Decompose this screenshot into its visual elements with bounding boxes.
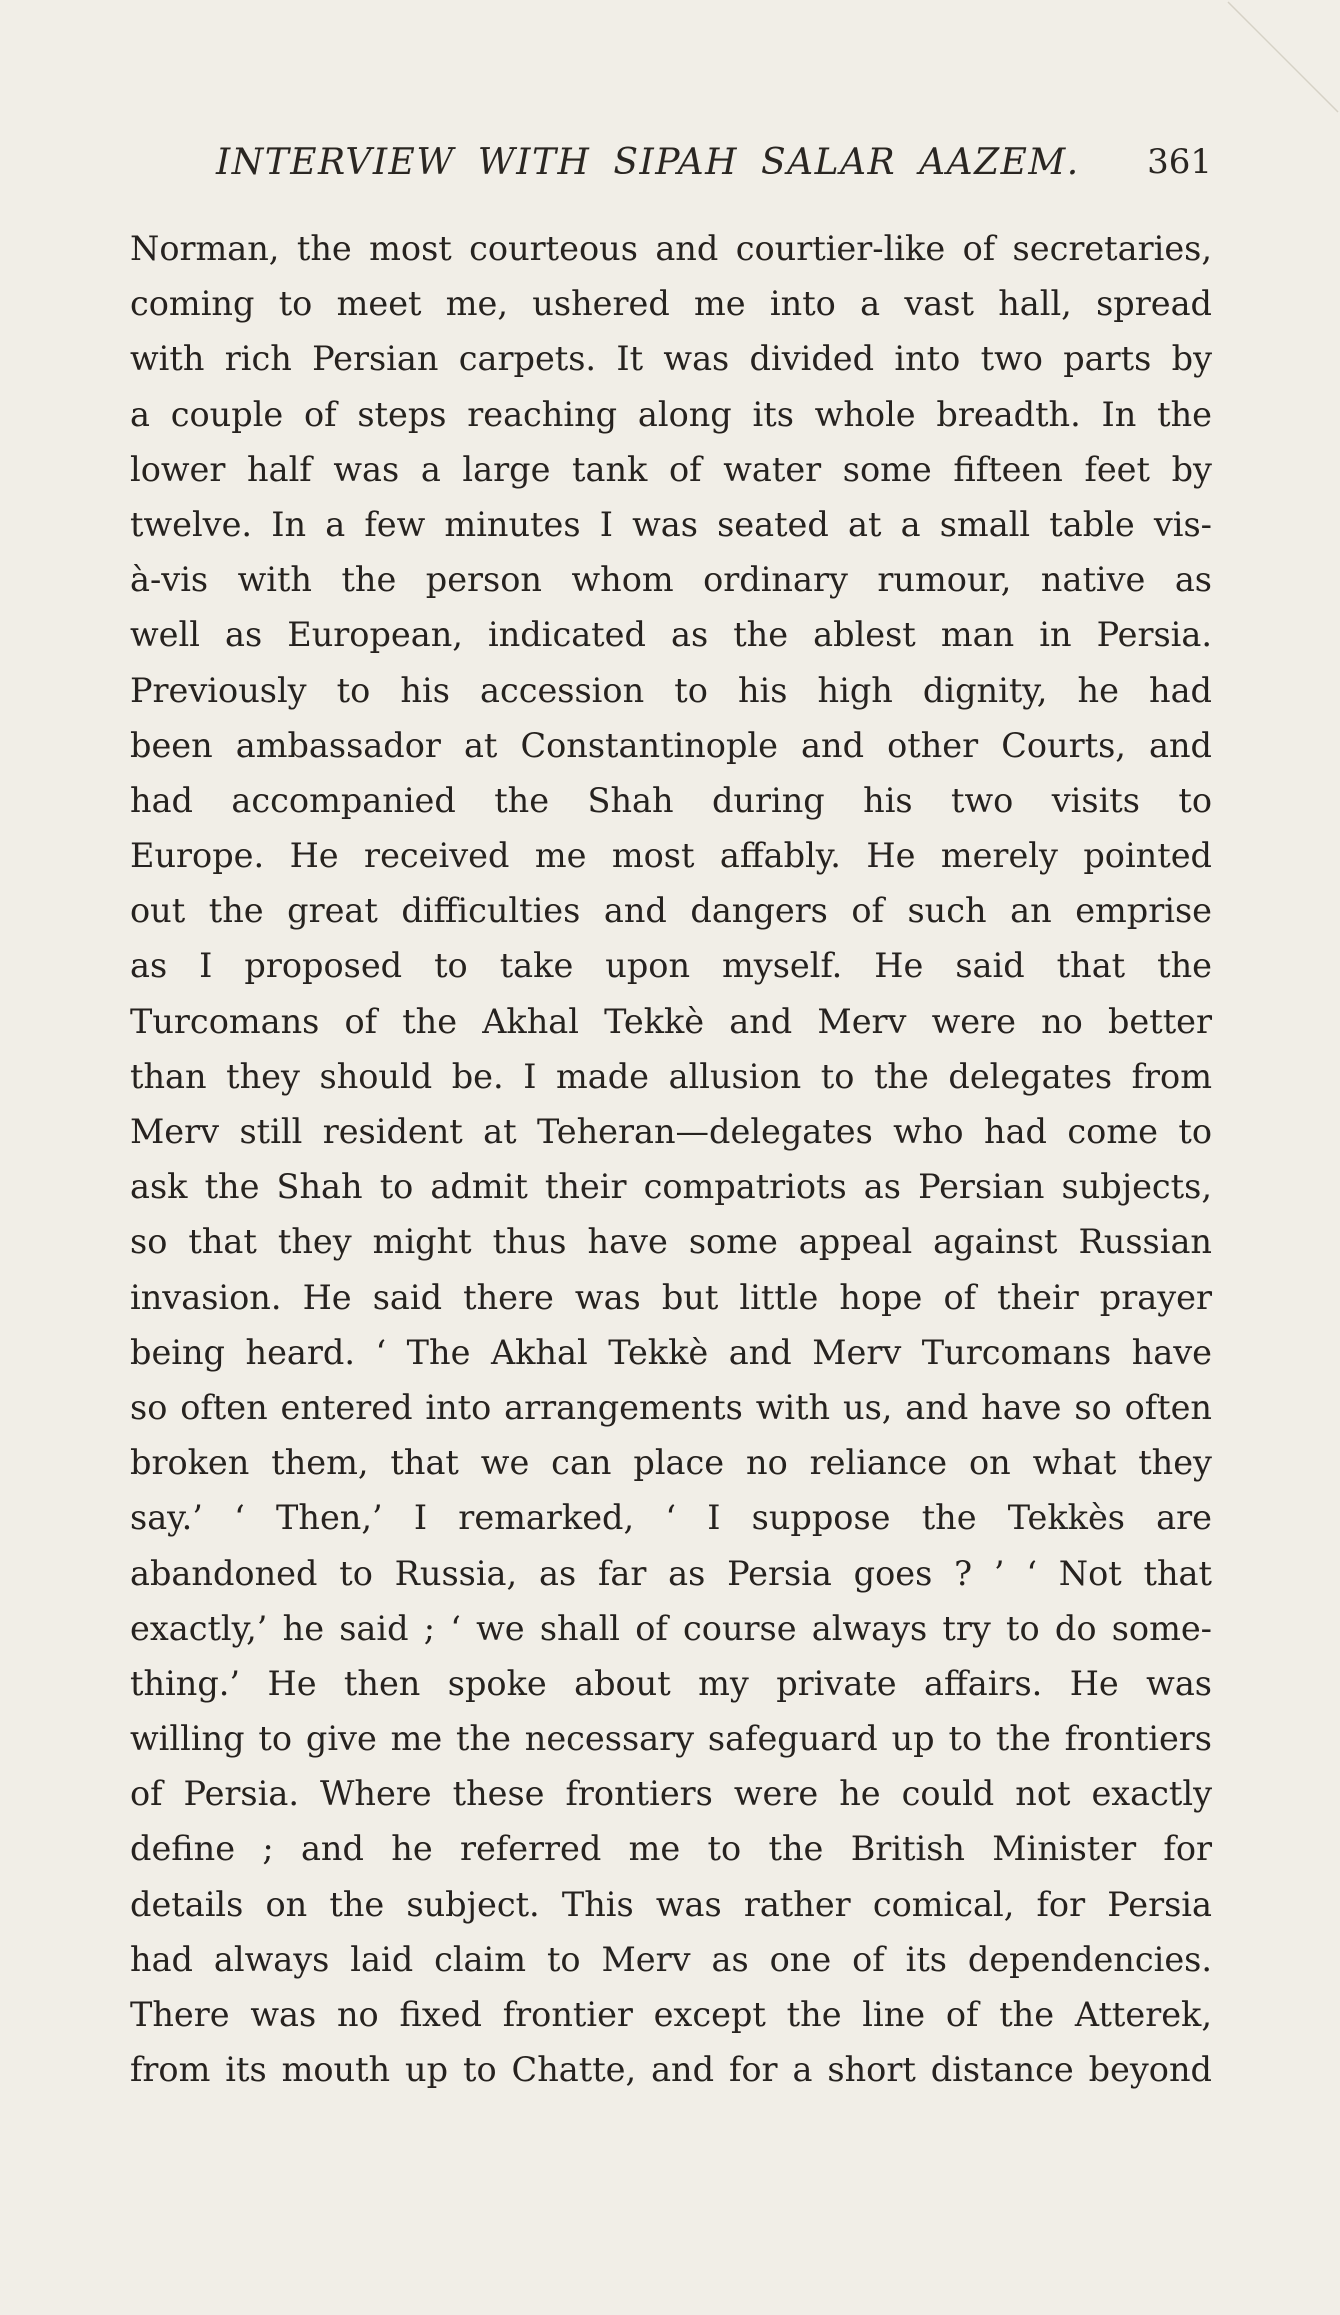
text-line: abandoned to Russia, as far as Persia goes ? ’ ‘ Not that	[130, 1553, 1212, 1593]
text-line: broken them, that we can place no reliance on what they	[130, 1443, 1212, 1483]
text-line: Norman, the most courteous and courtier-like of secretaries,	[130, 229, 1212, 268]
text-line: say.’ ‘ Then,’ I remarked, ‘ I suppose the Tekkès are	[130, 1498, 1212, 1538]
text-line: Europe. He received me most affably. He merely pointed	[130, 836, 1212, 876]
page-corner-crease	[1220, 0, 1340, 120]
body-text	[130, 221, 1212, 2097]
text-line: details on the subject. This was rather comical, for Persia	[130, 1884, 1212, 1924]
text-line: had always laid claim to Merv as one of its dependencies.	[130, 1939, 1212, 1979]
text-line: from its mouth up to Chatte, and for a short distance beyond	[130, 2050, 1212, 2090]
text-line: There was no fixed frontier except the line of the Atterek,	[130, 1995, 1212, 2034]
text-line: as I proposed to take upon myself. He said that the	[130, 946, 1212, 986]
text-line: of Persia. Where these frontiers were he could not exactly	[130, 1774, 1212, 1814]
text-line: exactly,’ he said ; ‘ we shall of course always try to do some-	[130, 1608, 1212, 1648]
text-line: coming to meet me, ushered me into a vast hall, spread	[130, 284, 1212, 324]
text-line: Merv still resident at Teheran—delegates who had come to	[130, 1112, 1212, 1151]
text-line: out the great difficulties and dangers of such an emprise	[130, 891, 1212, 931]
text-line: à-vis with the person whom ordinary rumour, native as	[130, 560, 1212, 600]
text-line: so that they might thus have some appeal against Russian	[130, 1222, 1212, 1262]
text-line: well as European, indicated as the ablest man in Persia.	[130, 615, 1212, 655]
text-line: had accompanied the Shah during his two visits to	[130, 780, 1212, 820]
running-title: INTERVIEW WITH SIPAH SALAR AAZEM.	[216, 142, 1080, 183]
text-line: Previously to his accession to his high dignity, he had	[130, 670, 1212, 710]
text-line: with rich Persian carpets. It was divided into two parts by	[130, 339, 1212, 379]
text-line: lower half was a large tank of water some fifteen feet by	[130, 449, 1212, 489]
text-line: willing to give me the necessary safeguard up to the frontiers	[130, 1719, 1212, 1759]
text-line: so often entered into arrangements with us, and have so often	[130, 1387, 1212, 1427]
text-line: a couple of steps reaching along its whole breadth. In the	[130, 394, 1212, 434]
text-line: being heard. ‘ The Akhal Tekkè and Merv Turcomans have	[130, 1332, 1212, 1372]
text-line: Turcomans of the Akhal Tekkè and Merv were no better	[130, 1001, 1212, 1041]
text-line: ask the Shah to admit their compatriots as Persian subjects,	[130, 1167, 1212, 1207]
text-line: been ambassador at Constantinople and other Courts, and	[130, 725, 1212, 765]
text-line: twelve. In a few minutes I was seated at a small table vis-	[130, 504, 1212, 544]
text-line: define ; and he referred me to the British Minister for	[130, 1829, 1212, 1869]
text-line: invasion. He said there was but little hope of their prayer	[130, 1277, 1212, 1317]
page-number: 361	[1147, 142, 1212, 182]
running-head	[130, 142, 1212, 192]
text-line: than they should be. I made allusion to the delegates from	[130, 1056, 1212, 1096]
text-line: thing.’ He then spoke about my private affairs. He was	[130, 1663, 1212, 1703]
